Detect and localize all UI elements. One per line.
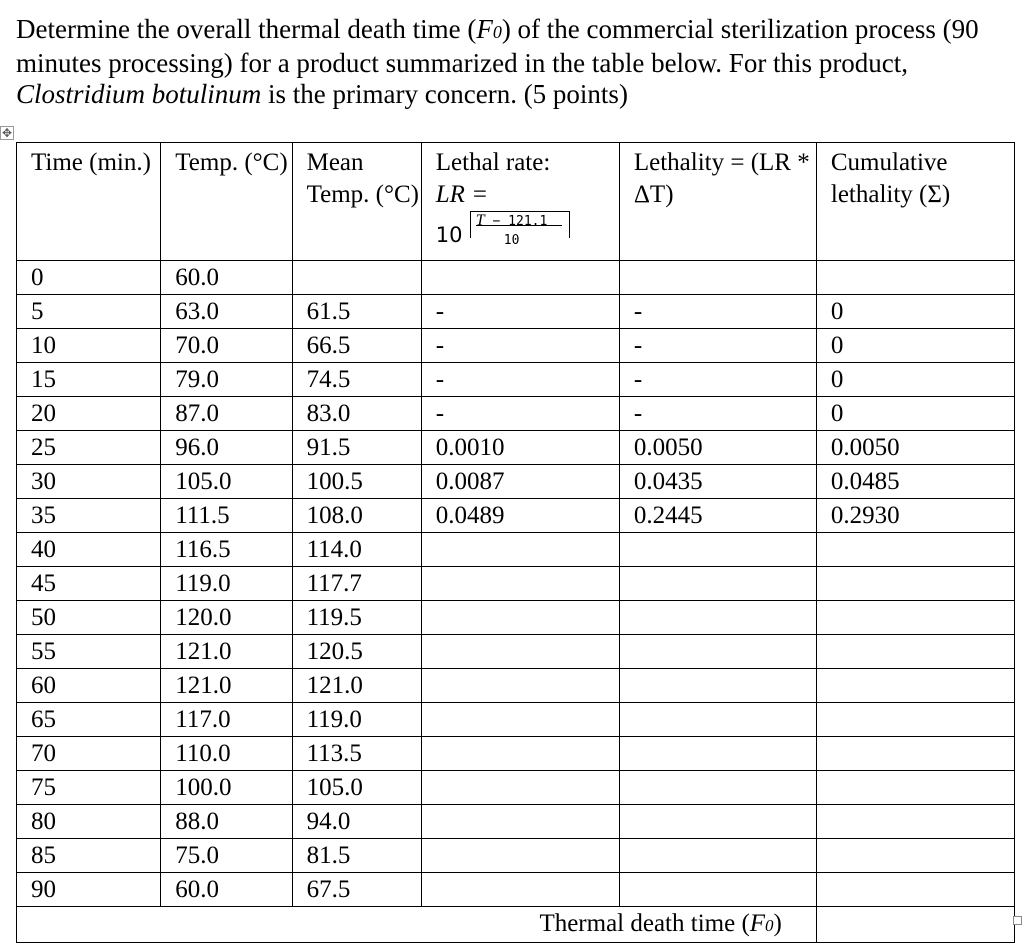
lethal-rate-label: Lethal rate: [435,149,551,176]
cell-mean-temp[interactable]: 120.5 [292,635,421,669]
cell-lethal-rate[interactable] [421,873,619,907]
cell-lethality[interactable] [619,567,816,601]
cell-temp[interactable]: 116.5 [161,533,292,567]
question-part3: is the primary concern. (5 points) [261,79,628,109]
cell-mean-temp[interactable]: 114.0 [292,533,421,567]
cell-mean-temp[interactable]: 74.5 [292,363,421,397]
header-lethal-rate[interactable] [421,143,619,261]
cell-lethal-rate[interactable] [421,805,619,839]
cell-time[interactable]: 85 [17,839,161,873]
cell-temp[interactable]: 121.0 [161,669,292,703]
cell-temp[interactable]: 120.0 [161,601,292,635]
cell-lethal-rate[interactable]: - [421,295,619,329]
table-row [17,397,1015,431]
cell-temp[interactable]: 121.0 [161,635,292,669]
cell-cumulative[interactable] [816,703,1014,737]
table-row [17,431,1015,465]
question-part2: ) of the commercial sterilization process (90 minutes processing) for a product summarized in the table below. For this product, [16,14,979,78]
cell-temp[interactable]: 79.0 [161,363,292,397]
cell-cumulative[interactable] [816,873,1014,907]
cell-lethality[interactable] [619,703,816,737]
cell-lethal-rate[interactable] [421,737,619,771]
cell-cumulative[interactable]: 0 [816,329,1014,363]
cell-lethal-rate[interactable] [421,703,619,737]
header-lethality[interactable]: Lethality = (LR * ΔT) [619,143,816,261]
table-row [17,533,1015,567]
cell-lethal-rate[interactable] [421,567,619,601]
cell-lethality[interactable] [619,805,816,839]
cell-mean-temp[interactable]: 94.0 [292,805,421,839]
cell-time[interactable]: 10 [17,329,161,363]
cell-mean-temp[interactable]: 121.0 [292,669,421,703]
cell-time[interactable]: 0 [17,261,161,295]
cell-lethality[interactable] [619,601,816,635]
lethality-table [16,142,1015,943]
cell-temp[interactable]: 96.0 [161,431,292,465]
table-row [17,261,1015,295]
cell-cumulative[interactable]: 0 [816,363,1014,397]
lethal-rate-lhs: LR = [435,181,489,208]
cell-lethality[interactable] [619,873,816,907]
table-row [17,839,1015,873]
footer-label [17,907,817,943]
header-temp[interactable]: Temp. (°C) [161,143,292,261]
footer-label-text: Thermal death time ( [539,910,750,937]
cell-temp[interactable]: 60.0 [161,261,292,295]
cell-mean-temp[interactable]: 67.5 [292,873,421,907]
cell-cumulative[interactable]: 0 [816,397,1014,431]
cell-time[interactable]: 50 [17,601,161,635]
cell-lethality[interactable]: - [619,329,816,363]
organism-name: Clostridium botulinum [16,79,262,109]
cell-cumulative[interactable] [816,601,1014,635]
cell-time[interactable]: 20 [17,397,161,431]
table-row [17,771,1015,805]
cell-time[interactable]: 40 [17,533,161,567]
cell-lethality[interactable]: - [619,363,816,397]
header-row [17,143,1015,261]
cell-cumulative[interactable] [816,737,1014,771]
cell-lethal-rate[interactable]: - [421,363,619,397]
cell-cumulative[interactable] [816,533,1014,567]
cell-lethal-rate[interactable] [421,601,619,635]
cell-cumulative[interactable] [816,771,1014,805]
cell-time[interactable]: 15 [17,363,161,397]
cell-temp[interactable]: 111.5 [161,499,292,533]
cell-cumulative[interactable]: 0.0050 [816,431,1014,465]
table-row [17,805,1015,839]
cell-lethal-rate[interactable] [421,635,619,669]
thermal-death-time-value[interactable] [816,907,1014,943]
cell-lethality[interactable] [619,737,816,771]
cell-temp[interactable]: 100.0 [161,771,292,805]
table-row [17,601,1015,635]
cell-lethality[interactable] [619,839,816,873]
table-row [17,567,1015,601]
cell-cumulative[interactable] [816,839,1014,873]
footer-f-subscript: 0 [765,916,774,935]
footer-close: ) [773,910,782,937]
cell-lethality[interactable]: 0.2445 [619,499,816,533]
cell-time[interactable]: 90 [17,873,161,907]
question-text [16,14,1016,110]
table-row [17,703,1015,737]
resize-handle-icon[interactable] [1013,916,1022,925]
cell-time[interactable]: 80 [17,805,161,839]
cell-mean-temp[interactable]: 81.5 [292,839,421,873]
cell-mean-temp[interactable] [292,261,421,295]
cell-temp[interactable]: 75.0 [161,839,292,873]
cell-lethality[interactable] [619,261,816,295]
cell-lethal-rate[interactable] [421,839,619,873]
table-row [17,499,1015,533]
cell-time[interactable]: 30 [17,465,161,499]
cell-lethality[interactable] [619,771,816,805]
formula-base: 10 [435,223,463,247]
cell-cumulative[interactable] [816,669,1014,703]
cell-lethal-rate[interactable] [421,669,619,703]
cell-cumulative[interactable]: 0.0485 [816,465,1014,499]
formula-num-var: T [475,212,485,229]
cell-lethal-rate[interactable] [421,771,619,805]
cell-lethal-rate[interactable] [421,261,619,295]
table-row [17,737,1015,771]
cell-mean-temp[interactable]: 117.7 [292,567,421,601]
cell-cumulative[interactable]: 0 [816,295,1014,329]
cell-mean-temp[interactable]: 119.5 [292,601,421,635]
cell-temp[interactable]: 87.0 [161,397,292,431]
cell-lethality[interactable]: - [619,397,816,431]
cell-time[interactable]: 55 [17,635,161,669]
formula-num-rest: − 121.1 [484,214,548,229]
cell-cumulative[interactable] [816,635,1014,669]
cell-lethal-rate[interactable]: 0.0010 [421,431,619,465]
cell-time[interactable]: 65 [17,703,161,737]
move-icon[interactable]: ✥ [1,126,13,140]
table-row [17,635,1015,669]
table-row [17,329,1015,363]
cell-temp[interactable]: 60.0 [161,873,292,907]
header-cumulative[interactable]: Cumulative lethality (Σ) [816,143,1014,261]
cell-mean-temp[interactable]: 66.5 [292,329,421,363]
cell-lethality[interactable]: 0.0050 [619,431,816,465]
cell-temp[interactable]: 117.0 [161,703,292,737]
cell-temp[interactable]: 110.0 [161,737,292,771]
header-time[interactable]: Time (min.) [17,143,161,261]
cell-mean-temp[interactable]: 61.5 [292,295,421,329]
cell-time[interactable]: 35 [17,499,161,533]
cell-temp[interactable]: 63.0 [161,295,292,329]
cell-cumulative[interactable] [816,261,1014,295]
lethal-rate-formula [436,211,586,249]
footer-f-symbol: F [749,910,766,937]
footer-row [17,907,1015,943]
question-part1: Determine the overall thermal death time ( [16,14,477,44]
cell-temp[interactable]: 88.0 [161,805,292,839]
cell-lethal-rate[interactable]: - [421,329,619,363]
table-row [17,669,1015,703]
cell-time[interactable]: 5 [17,295,161,329]
table-row [17,363,1015,397]
cell-lethality[interactable] [619,533,816,567]
cell-lethality[interactable] [619,635,816,669]
header-mean-temp[interactable]: Mean Temp. (°C) [292,143,421,261]
cell-lethal-rate[interactable]: 0.0087 [421,465,619,499]
cell-time[interactable]: 45 [17,567,161,601]
cell-cumulative[interactable] [816,567,1014,601]
cell-time[interactable]: 70 [17,737,161,771]
f-symbol: F [476,14,493,44]
table-row [17,295,1015,329]
table-row [17,465,1015,499]
cell-lethal-rate[interactable] [421,533,619,567]
cell-cumulative[interactable] [816,805,1014,839]
cell-mean-temp[interactable]: 108.0 [292,499,421,533]
cell-mean-temp[interactable]: 105.0 [292,771,421,805]
cell-temp[interactable]: 105.0 [161,465,292,499]
cell-lethal-rate[interactable]: 0.0489 [421,499,619,533]
cell-cumulative[interactable]: 0.2930 [816,499,1014,533]
cell-lethal-rate[interactable]: - [421,397,619,431]
cell-mean-temp[interactable]: 83.0 [292,397,421,431]
cell-mean-temp[interactable]: 113.5 [292,737,421,771]
cell-lethality[interactable]: - [619,295,816,329]
cell-time[interactable]: 25 [17,431,161,465]
formula-denominator: 10 [503,233,520,248]
cell-lethality[interactable] [619,669,816,703]
table-row [17,873,1015,907]
cell-mean-temp[interactable]: 91.5 [292,431,421,465]
cell-temp[interactable]: 119.0 [161,567,292,601]
cell-mean-temp[interactable]: 100.5 [292,465,421,499]
cell-time[interactable]: 75 [17,771,161,805]
cell-mean-temp[interactable]: 119.0 [292,703,421,737]
cell-lethality[interactable]: 0.0435 [619,465,816,499]
cell-time[interactable]: 60 [17,669,161,703]
cell-temp[interactable]: 70.0 [161,329,292,363]
f-subscript: 0 [492,22,502,42]
